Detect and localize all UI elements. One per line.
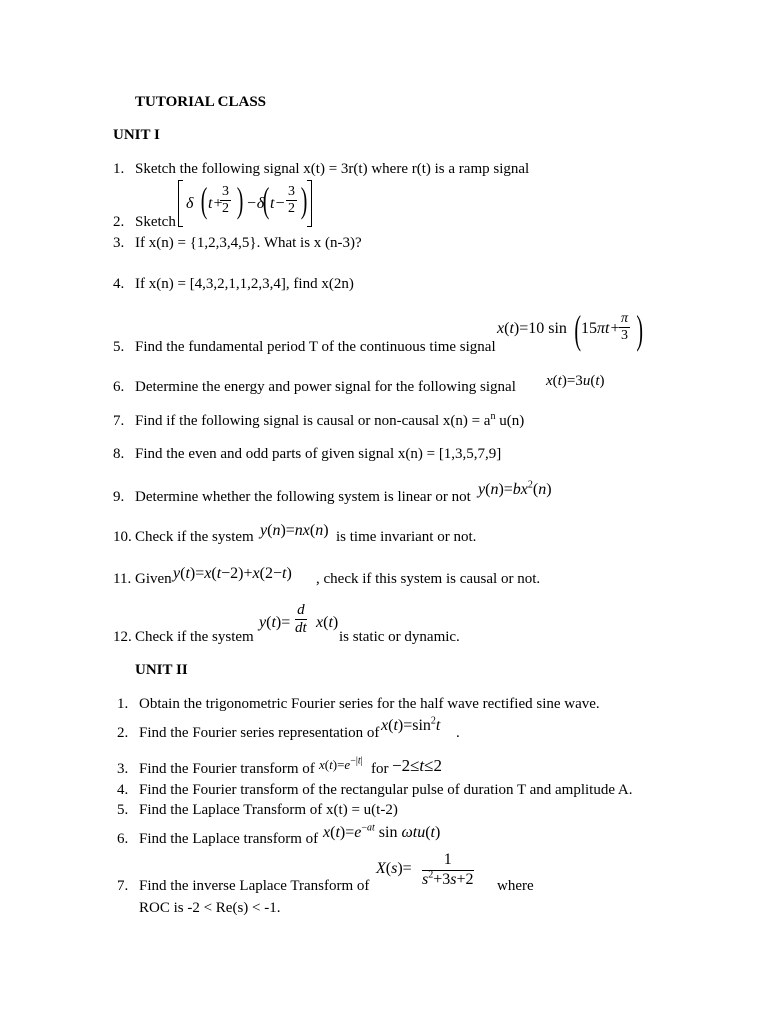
unit2-q2-number: 2. [117, 725, 129, 741]
unit2-q6-number: 6. [117, 831, 129, 847]
unit1-q2-number: 2. [113, 214, 125, 230]
unit1-q2-formula: δ ( t+ $\frac{3}{2}$ ) −δ ( t− $\frac{3}{2}$ ) [178, 180, 313, 227]
unit1-q5-text: Find the fundamental period T of the continuous time signal [135, 339, 496, 355]
unit1-q6-formula: x(t)=3u(t) [546, 373, 605, 389]
unit2-q3-range: −2≤t≤2 [392, 756, 442, 775]
unit1-q8-text: Find the even and odd parts of given signal x(n) = [1,3,5,7,9] [135, 446, 502, 462]
unit2-q7-text-where: where [497, 878, 534, 894]
unit1-q3-text: If x(n) = {1,2,3,4,5}. What is x (n-3)? [135, 235, 362, 251]
unit1-q8-number: 8. [113, 446, 125, 462]
unit1-q7-number: 7. [113, 413, 125, 429]
unit1-q12-text-tail: is static or dynamic. [339, 629, 460, 645]
unit2-q2-text: Find the Fourier series representation of [139, 725, 380, 741]
unit-1-heading: UNIT I [113, 127, 160, 143]
page-title: TUTORIAL CLASS [135, 94, 267, 110]
unit2-q2-formula: $x(t)=\sin^2t$ [381, 715, 441, 734]
unit2-q3-text-for: for [371, 761, 389, 777]
unit1-q9-text: Determine whether the following system is linear or not [135, 489, 471, 505]
unit1-q5-formula: x(t)=10 sin ( 15πt+ $\frac{\pi}{3}$ ) [497, 307, 643, 352]
unit2-q1-number: 1. [117, 696, 129, 712]
unit1-q3-number: 3. [113, 235, 125, 251]
unit2-q7-number: 7. [117, 878, 129, 894]
unit2-q6-formula: $x(t)=e^{-at}$ sin ωtu(t) [323, 822, 441, 841]
unit1-q9-formula: $y(n)=bx^2(n)$ [478, 479, 552, 498]
unit1-q11-number: 11. [113, 571, 132, 587]
unit2-q7-formula: X(s)= $\frac{1}{s^2+3s+2}$ [376, 851, 474, 888]
unit1-q10-text-tail: is time invariant or not. [336, 529, 477, 545]
unit1-q12-text: Check if the system [135, 629, 254, 645]
unit2-q7-text-roc: ROC is -2 < Re(s) < -1. [139, 900, 281, 916]
unit1-q10-text: Check if the system [135, 529, 254, 545]
unit-2-heading: UNIT II [135, 662, 188, 678]
unit1-q7-text: Find if the following signal is causal or non-causal $x(n) = a^n$ u(n) [135, 411, 525, 429]
unit1-q10-number: 10. [113, 529, 132, 545]
unit1-q4-text: If x(n) = [4,3,2,1,1,2,3,4], find x(2n) [135, 276, 354, 292]
unit1-q11-text: Given [135, 571, 172, 587]
unit2-q3-text: Find the Fourier transform of [139, 761, 315, 777]
unit1-q6-text: Determine the energy and power signal for the following signal [135, 379, 516, 395]
unit1-q4-number: 4. [113, 276, 125, 292]
unit1-q12-formula: y(t)= $\frac{d}{dt}$ x(t) [259, 602, 339, 636]
unit1-q12-number: 12. [113, 629, 132, 645]
unit2-q5-text: Find the Laplace Transform of x(t) = u(t-2) [139, 802, 398, 818]
unit2-q3-number: 3. [117, 761, 129, 777]
unit2-q1-text: Obtain the trigonometric Fourier series for the half wave rectified sine wave. [139, 696, 600, 712]
unit1-q1-text: Sketch the following signal x(t) = 3r(t) where r(t) is a ramp signal [135, 161, 530, 177]
unit1-q10-formula: y(n)=nx(n) [260, 522, 329, 539]
unit2-q7-text: Find the inverse Laplace Transform of [139, 878, 370, 894]
unit1-q2-text: Sketch [135, 214, 176, 230]
unit1-q5-number: 5. [113, 339, 125, 355]
unit2-q4-number: 4. [117, 782, 129, 798]
unit1-q6-number: 6. [113, 379, 125, 395]
unit2-q4-text: Find the Fourier transform of the rectangular pulse of duration T and amplitude A. [139, 782, 633, 798]
unit2-q3-formula: $x(t)=e^{-|t|}$ [319, 755, 363, 772]
unit1-q1-number: 1. [113, 161, 125, 177]
unit1-q11-formula: y(t)=x(t−2)+x(2−t) [173, 565, 292, 582]
unit1-q11-text-tail: , check if this system is causal or not. [316, 571, 541, 587]
unit2-q6-text: Find the Laplace transform of [139, 831, 319, 847]
unit2-q2-text-tail: . [456, 725, 460, 741]
unit1-q9-number: 9. [113, 489, 125, 505]
unit2-q5-number: 5. [117, 802, 129, 818]
